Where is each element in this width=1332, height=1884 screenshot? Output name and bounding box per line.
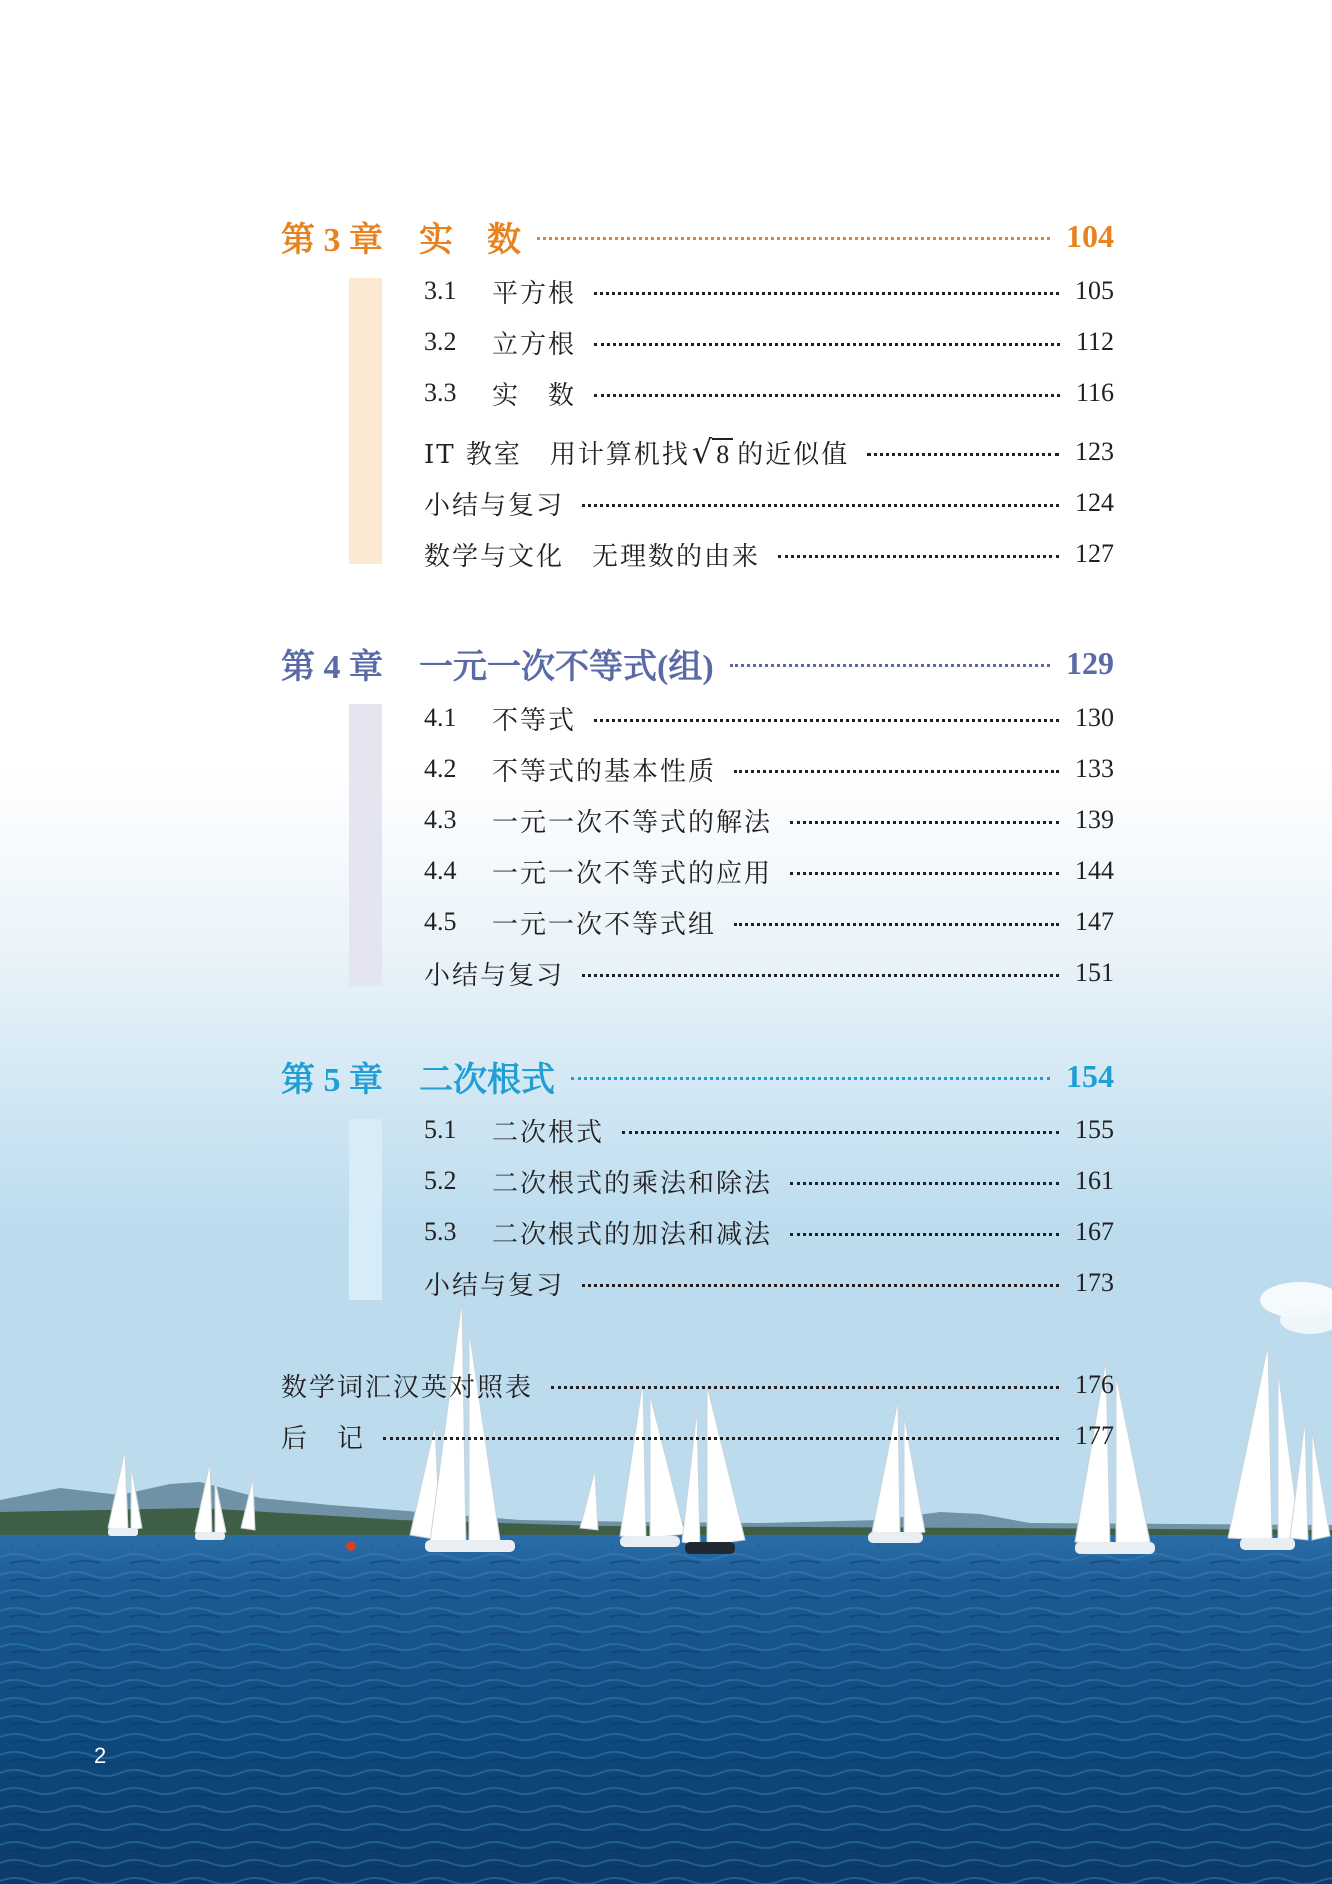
dot-leader xyxy=(594,719,1059,722)
toc-entry-it-classroom[interactable] xyxy=(424,432,1114,472)
toc-entry[interactable] xyxy=(424,1110,1114,1150)
dot-leader xyxy=(730,664,1050,667)
toc-entry[interactable] xyxy=(424,698,1114,738)
chapter-5-color-bar xyxy=(349,1119,382,1300)
section-title: 一元一次不等式的应用 xyxy=(492,858,773,889)
entry-page: 177 xyxy=(1075,1421,1114,1450)
entry-label-suffix: 的近似值 xyxy=(737,439,850,470)
chapter-3-color-bar xyxy=(349,278,382,564)
section-title: 不等式 xyxy=(492,705,577,736)
section-title: 一元一次不等式组 xyxy=(492,909,717,940)
section-page: 116 xyxy=(1075,378,1114,407)
entry-page: 173 xyxy=(1075,1268,1114,1297)
section-page: 112 xyxy=(1075,327,1114,356)
toc-entry[interactable] xyxy=(424,373,1114,413)
section-title: 一元一次不等式的解法 xyxy=(492,807,773,838)
dot-leader xyxy=(582,1284,1059,1287)
toc-entry-afterword[interactable] xyxy=(281,1416,1114,1456)
dot-leader xyxy=(790,1182,1059,1185)
section-page: 139 xyxy=(1075,805,1114,834)
section-number: 3.3 xyxy=(424,378,457,407)
chapter-page: 129 xyxy=(1066,644,1114,681)
chapter-number: 第 4 章 xyxy=(281,648,383,686)
section-number: 3.2 xyxy=(424,327,457,356)
dot-leader xyxy=(594,292,1059,295)
toc-entry-review[interactable] xyxy=(424,953,1114,993)
toc-entry[interactable] xyxy=(424,1161,1114,1201)
dot-leader xyxy=(551,1386,1059,1389)
entry-label: 数学与文化 无理数的由来 xyxy=(424,541,761,572)
dot-leader xyxy=(734,770,1059,773)
section-page: 130 xyxy=(1075,703,1114,732)
section-number: 4.3 xyxy=(424,805,457,834)
entry-label: 小结与复习 xyxy=(424,960,565,991)
toc-entry[interactable] xyxy=(424,322,1114,362)
dot-leader xyxy=(622,1131,1059,1134)
chapter-4-color-bar xyxy=(349,704,382,986)
section-title: 二次根式的乘法和除法 xyxy=(492,1168,773,1199)
toc-entry[interactable] xyxy=(424,271,1114,311)
dot-leader xyxy=(571,1077,1050,1080)
dot-leader xyxy=(867,453,1059,456)
chapter-4-heading[interactable] xyxy=(281,639,1114,687)
chapter-title: 二次根式 xyxy=(419,1061,555,1099)
entry-label: IT 教室 用计算机找 xyxy=(424,439,690,470)
dot-leader xyxy=(383,1437,1059,1440)
toc-entry[interactable] xyxy=(424,851,1114,891)
toc-entry-culture[interactable] xyxy=(424,534,1114,574)
toc-entry-glossary[interactable] xyxy=(281,1365,1114,1405)
chapter-number: 第 3 章 xyxy=(281,221,383,259)
section-page: 155 xyxy=(1075,1115,1114,1144)
entry-label: 后 记 xyxy=(281,1423,366,1454)
section-number: 3.1 xyxy=(424,276,457,305)
entry-page: 176 xyxy=(1075,1370,1114,1399)
entry-page: 127 xyxy=(1075,539,1114,568)
toc-entry[interactable] xyxy=(424,1212,1114,1252)
section-title: 实 数 xyxy=(492,380,577,411)
section-title: 平方根 xyxy=(492,278,577,309)
chapter-3-heading[interactable] xyxy=(281,212,1114,260)
section-page: 147 xyxy=(1075,907,1114,936)
section-number: 4.2 xyxy=(424,754,457,783)
entry-page: 151 xyxy=(1075,958,1114,987)
dot-leader xyxy=(582,974,1059,977)
dot-leader xyxy=(790,821,1059,824)
chapter-title: 实 数 xyxy=(419,221,521,259)
chapter-page: 154 xyxy=(1066,1057,1114,1094)
chapter-page: 104 xyxy=(1066,217,1114,254)
section-title: 二次根式 xyxy=(492,1117,605,1148)
entry-label: 小结与复习 xyxy=(424,490,565,521)
entry-label: 数学词汇汉英对照表 xyxy=(281,1372,534,1403)
toc-entry[interactable] xyxy=(424,902,1114,942)
toc-entry-review[interactable] xyxy=(424,1263,1114,1303)
entry-page: 123 xyxy=(1075,437,1114,466)
radicand: 8 xyxy=(712,438,733,469)
chapter-title: 一元一次不等式(组) xyxy=(419,648,714,686)
dot-leader xyxy=(582,504,1059,507)
section-number: 5.3 xyxy=(424,1217,457,1246)
section-title: 不等式的基本性质 xyxy=(492,756,717,787)
dot-leader xyxy=(537,237,1050,240)
dot-leader xyxy=(734,923,1059,926)
section-page: 105 xyxy=(1075,276,1114,305)
toc-entry[interactable] xyxy=(424,800,1114,840)
section-number: 4.5 xyxy=(424,907,457,936)
entry-label: 小结与复习 xyxy=(424,1270,565,1301)
chapter-number: 第 5 章 xyxy=(281,1061,383,1099)
chapter-5-heading[interactable] xyxy=(281,1052,1114,1100)
dot-leader xyxy=(594,343,1060,346)
toc-entry[interactable] xyxy=(424,749,1114,789)
square-root-expression: √ 8 xyxy=(692,433,733,471)
section-number: 5.1 xyxy=(424,1115,457,1144)
section-page: 133 xyxy=(1075,754,1114,783)
section-title: 二次根式的加法和减法 xyxy=(492,1219,773,1250)
section-title: 立方根 xyxy=(492,329,577,360)
section-number: 4.4 xyxy=(424,856,457,885)
section-number: 5.2 xyxy=(424,1166,457,1195)
dot-leader xyxy=(778,555,1059,558)
dot-leader xyxy=(790,1233,1059,1236)
page-number: 2 xyxy=(94,1743,107,1768)
entry-page: 124 xyxy=(1075,488,1114,517)
section-page: 167 xyxy=(1075,1217,1114,1246)
section-number: 4.1 xyxy=(424,703,457,732)
section-page: 161 xyxy=(1075,1166,1114,1195)
section-page: 144 xyxy=(1075,856,1114,885)
dot-leader xyxy=(594,394,1060,397)
dot-leader xyxy=(790,872,1059,875)
toc-entry-review[interactable] xyxy=(424,483,1114,523)
